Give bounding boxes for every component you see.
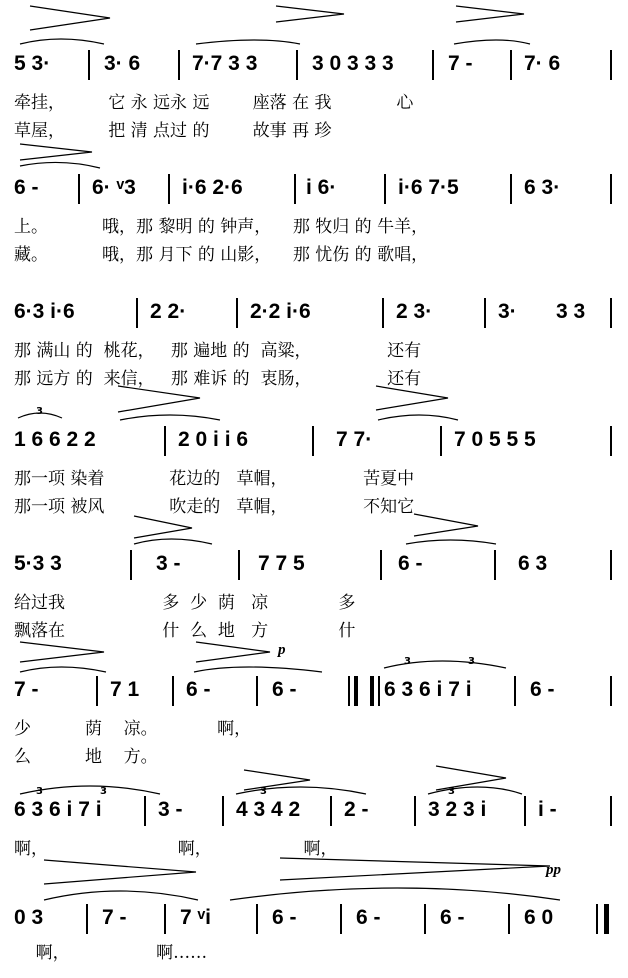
measure-8-1: 0 3 bbox=[14, 906, 44, 929]
triplet-mark: 3 bbox=[36, 786, 43, 797]
lyrics-line8: 啊， 啊…… bbox=[14, 943, 208, 963]
measure-3-3: 2·2 i·6 bbox=[250, 300, 311, 323]
measure-8-4: 6 - bbox=[272, 906, 297, 929]
measure-2-5: i·6 7·5 bbox=[398, 176, 459, 199]
measure-2-3: i·6 2·6 bbox=[182, 176, 243, 199]
measure-8-5: 6 - bbox=[356, 906, 381, 929]
slur bbox=[196, 40, 300, 44]
measure-2-4: i 6· bbox=[306, 176, 337, 199]
lyrics-verse1-line3: 那 满山 的 桃花， 那 遍地 的 高粱， 还有 bbox=[14, 341, 422, 361]
measure-4-2: 2 0 i i 6 bbox=[178, 428, 249, 451]
diminuendo-hairpin bbox=[118, 386, 200, 412]
measure-3-1: 6·3 i·6 bbox=[14, 300, 75, 323]
measure-7-6: i - bbox=[538, 798, 557, 821]
triplet-mark: 3 bbox=[36, 406, 43, 417]
measure-3-4: 2 3· bbox=[396, 300, 433, 323]
slur bbox=[378, 415, 458, 420]
measure-6-5: 6 3 6 i 7 i bbox=[384, 678, 472, 701]
slur bbox=[44, 891, 198, 900]
slur bbox=[20, 39, 104, 44]
diminuendo-hairpin bbox=[196, 642, 270, 662]
measure-6-4: 6 - bbox=[272, 678, 297, 701]
measure-6-2: 7 1 bbox=[110, 678, 140, 701]
measure-2-6: 6 3· bbox=[524, 176, 561, 199]
measure-1-1: 5 3· bbox=[14, 52, 51, 75]
lyrics-verse1-line6: 少 荫 凉。 啊， bbox=[14, 719, 252, 739]
measure-4-4: 7 0 5 5 5 bbox=[454, 428, 536, 451]
slur bbox=[384, 661, 506, 668]
measure-2-2: 6· ᵛ3 bbox=[92, 176, 136, 199]
diminuendo-hairpin bbox=[456, 6, 524, 22]
measure-5-1: 5·3 3 bbox=[14, 552, 62, 575]
measure-1-4: 3 0 3 3 3 bbox=[312, 52, 394, 75]
triplet-mark: 3 bbox=[404, 656, 411, 667]
measure-7-3: 4 3 4 2 bbox=[236, 798, 301, 821]
lyrics-verse2-line3: 那 远方 的 来信， 那 难诉 的 衷肠， 还有 bbox=[14, 369, 422, 389]
lyrics-verse1-line4: 那一项 染着 花边的 草帽， 苦夏中 bbox=[14, 469, 415, 489]
lyrics-verse2-line5: 飘落在 什 么 地 方 什 bbox=[14, 621, 356, 641]
measure-3-6: 3 3 bbox=[556, 300, 586, 323]
diminuendo-hairpin bbox=[44, 860, 196, 884]
measure-3-2: 2 2· bbox=[150, 300, 187, 323]
measure-1-6: 7· 6 bbox=[524, 52, 561, 75]
measure-5-2: 3 - bbox=[156, 552, 181, 575]
diminuendo-hairpin bbox=[30, 6, 110, 30]
triplet-mark: 3 bbox=[260, 786, 267, 797]
slur bbox=[406, 540, 496, 544]
diminuendo-hairpin bbox=[20, 144, 92, 160]
measure-1-2: 3· 6 bbox=[104, 52, 141, 75]
slur bbox=[20, 162, 100, 168]
measure-8-6: 6 - bbox=[440, 906, 465, 929]
diminuendo-hairpin bbox=[436, 766, 506, 790]
measure-7-2: 3 - bbox=[158, 798, 183, 821]
slur bbox=[230, 888, 560, 900]
slur bbox=[428, 787, 522, 794]
dynamic-pp: pp bbox=[546, 862, 561, 878]
measure-4-1: 1 6 6 2 2 bbox=[14, 428, 96, 451]
measure-5-5: 6 3 bbox=[518, 552, 548, 575]
measure-6-1: 7 - bbox=[14, 678, 39, 701]
lyrics-line7: 啊， 啊， 啊， bbox=[14, 839, 338, 859]
measure-7-5: 3 2 3 i bbox=[428, 798, 487, 821]
lyrics-verse1-line5: 给过我 多 少 荫 凉 多 bbox=[14, 593, 356, 613]
measure-8-7: 6 0 bbox=[524, 906, 554, 929]
diminuendo-hairpin bbox=[276, 6, 344, 22]
dynamic-p: p bbox=[278, 642, 286, 658]
lyrics-verse1-line2: 上。 哦，那 黎明 的 钟声， 那 牧归 的 牛羊， bbox=[14, 217, 429, 237]
measure-1-3: 7·7 3 3 bbox=[192, 52, 258, 75]
measure-3-5: 3· bbox=[498, 300, 517, 323]
diminuendo-hairpin bbox=[20, 642, 104, 662]
lyrics-verse2-line1: 草屋， 把 清 点过 的 故事 再 珍 bbox=[14, 121, 332, 141]
measure-2-1: 6 - bbox=[14, 176, 39, 199]
measure-6-6: 6 - bbox=[530, 678, 555, 701]
slur bbox=[120, 415, 220, 420]
diminuendo-hairpin bbox=[376, 386, 448, 410]
triplet-mark: 3 bbox=[468, 656, 475, 667]
measure-8-2: 7 - bbox=[102, 906, 127, 929]
lyrics-verse2-line4: 那一项 被风 吹走的 草帽， 不知它 bbox=[14, 497, 415, 517]
diminuendo-hairpin bbox=[414, 514, 478, 536]
slur bbox=[194, 667, 322, 672]
lyrics-verse2-line6: 么 地 方。 bbox=[14, 747, 158, 767]
measure-1-5: 7 - bbox=[448, 52, 473, 75]
diminuendo-hairpin bbox=[134, 516, 192, 538]
measure-7-1: 6 3 6 i 7 i bbox=[14, 798, 102, 821]
slur bbox=[20, 667, 106, 672]
measure-5-3: 7 7 5 bbox=[258, 552, 305, 575]
slur bbox=[454, 40, 530, 44]
lyrics-verse1-line1: 牵挂， 它 永 远永 远 座落 在 我 心 bbox=[14, 93, 414, 113]
slur bbox=[134, 539, 212, 544]
diminuendo-hairpin bbox=[280, 858, 550, 880]
measure-8-3: 7 ᵛi bbox=[180, 906, 211, 929]
triplet-mark: 3 bbox=[448, 786, 455, 797]
measure-6-3: 6 - bbox=[186, 678, 211, 701]
measure-7-4: 2 - bbox=[344, 798, 369, 821]
triplet-mark: 3 bbox=[100, 786, 107, 797]
measure-5-4: 6 - bbox=[398, 552, 423, 575]
lyrics-verse2-line2: 藏。 哦，那 月下 的 山影， 那 忧伤 的 歌唱， bbox=[14, 245, 429, 265]
measure-4-3: 7 7· bbox=[336, 428, 373, 451]
